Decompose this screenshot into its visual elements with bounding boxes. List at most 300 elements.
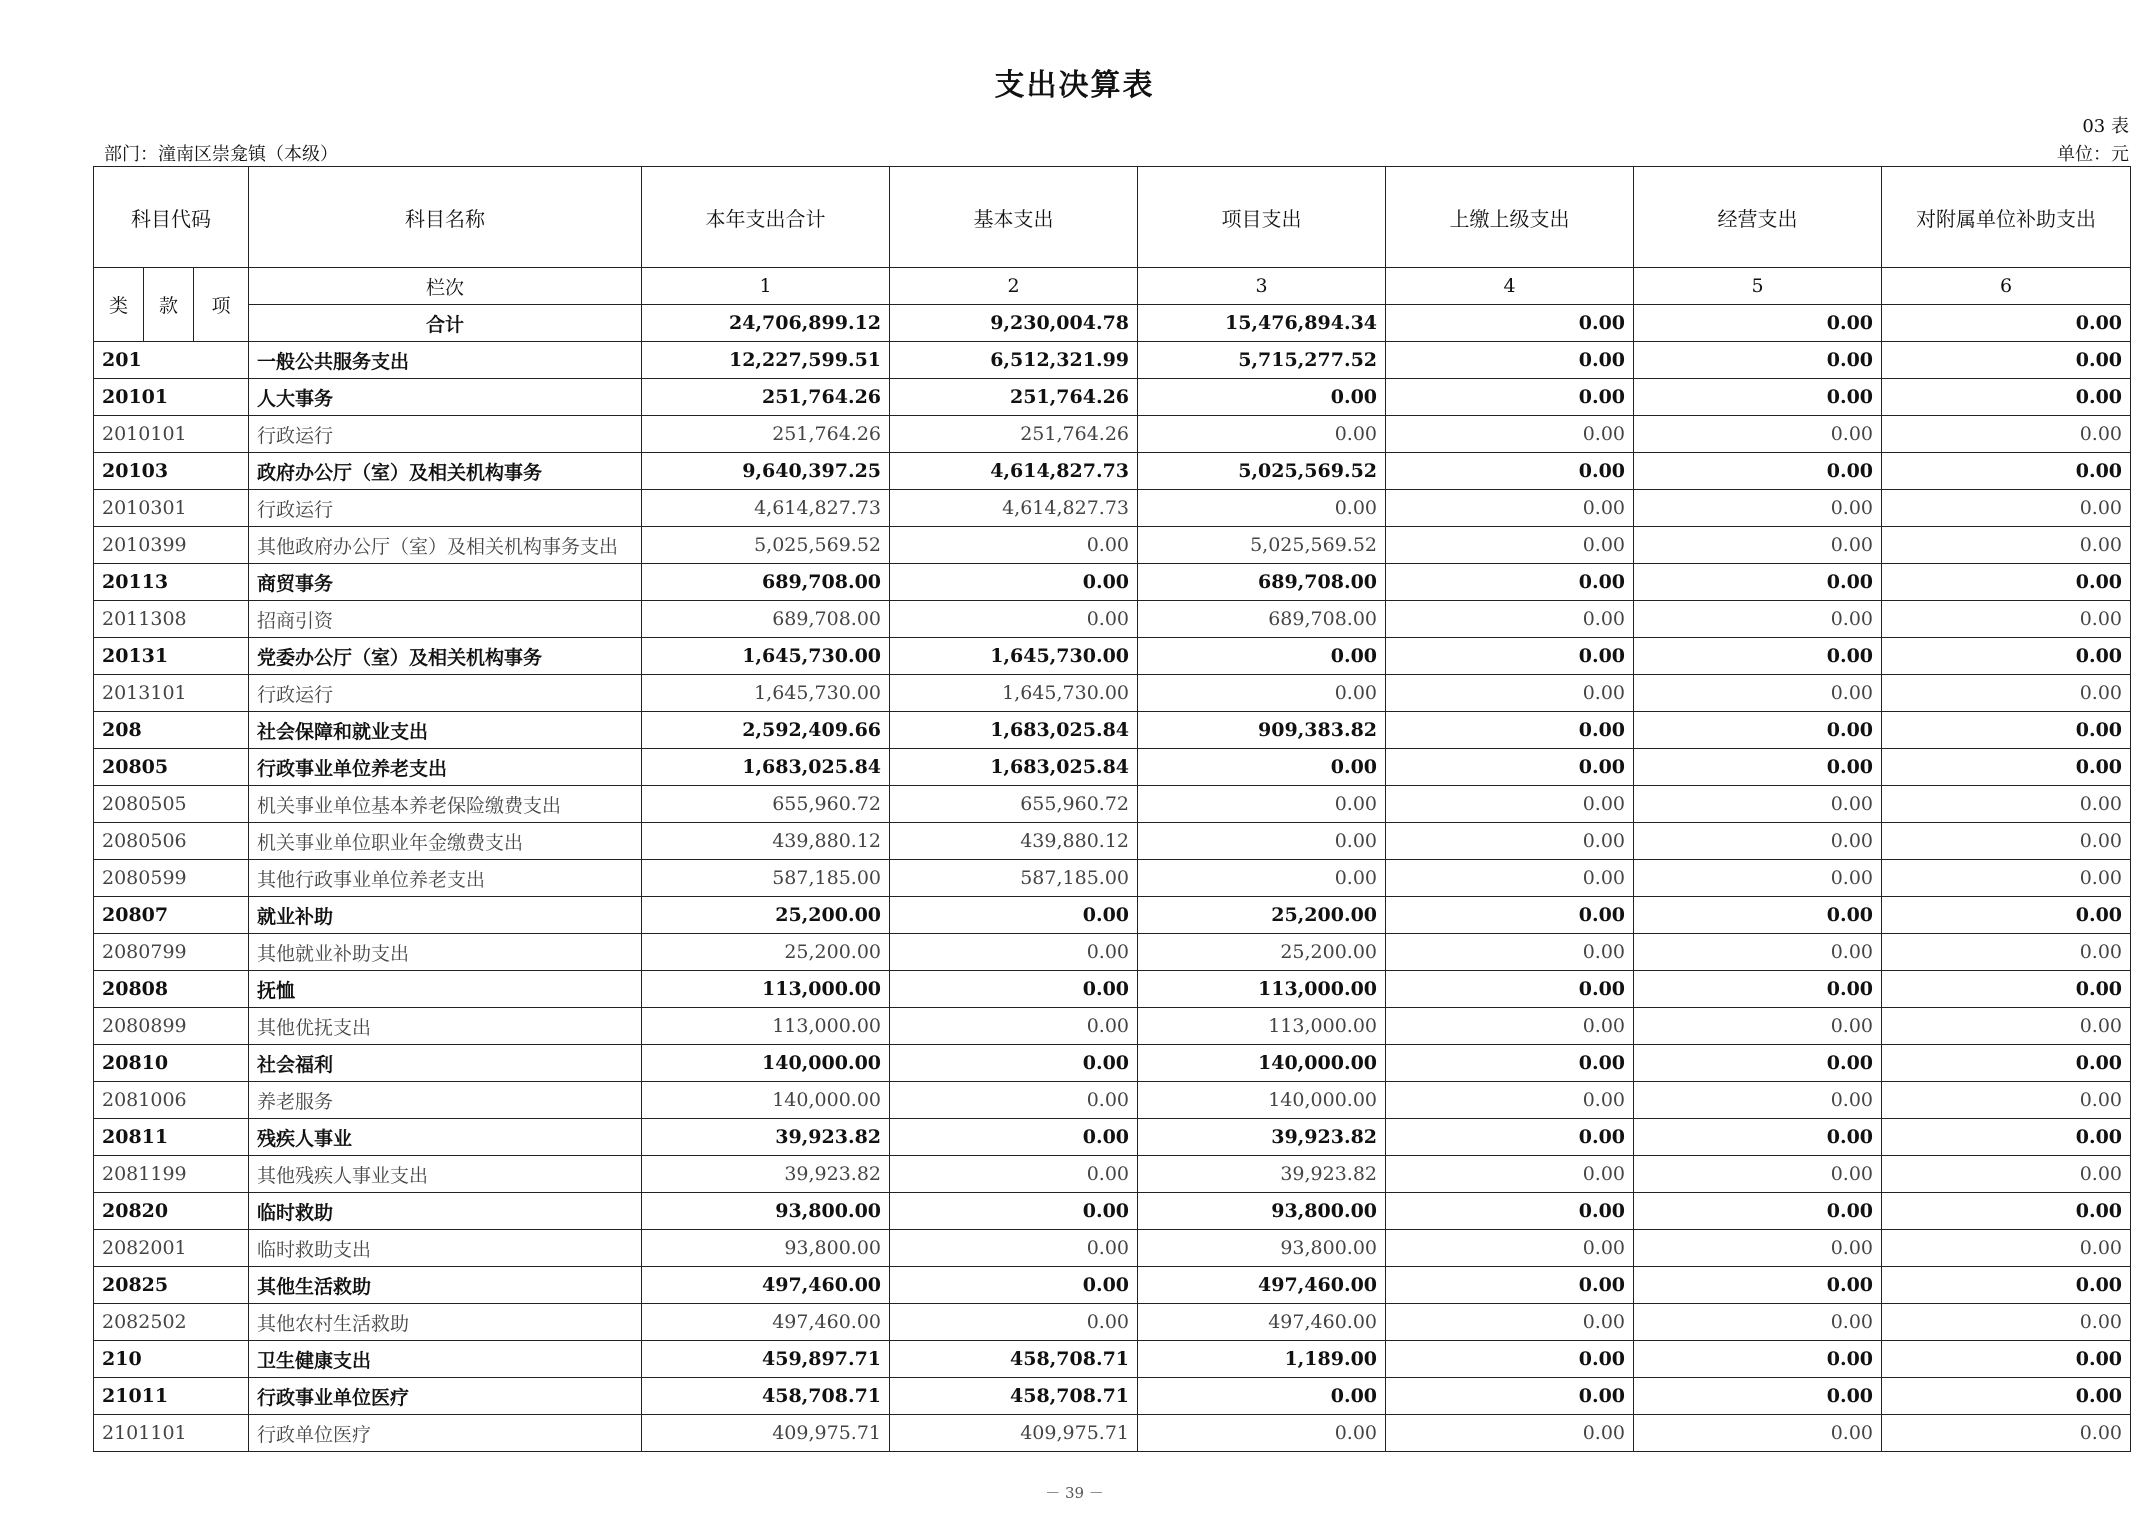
row-code: 2010399	[94, 527, 249, 564]
row-code: 2081006	[94, 1082, 249, 1119]
row-c2: 251,764.26	[890, 379, 1138, 416]
row-c3: 0.00	[1138, 416, 1386, 453]
row-c6: 0.00	[1882, 416, 2131, 453]
row-c1: 140,000.00	[642, 1082, 890, 1119]
table-row	[94, 342, 2131, 379]
row-c5: 0.00	[1634, 453, 1882, 490]
row-c2: 1,683,025.84	[890, 749, 1138, 786]
row-c1: 251,764.26	[642, 416, 890, 453]
row-c6: 0.00	[1882, 1082, 2131, 1119]
table-number: 03 表	[2082, 116, 2129, 137]
row-c3: 0.00	[1138, 860, 1386, 897]
row-code: 20101	[94, 379, 249, 416]
row-c2: 655,960.72	[890, 786, 1138, 823]
row-c5: 0.00	[1634, 1193, 1882, 1230]
row-c5: 0.00	[1634, 527, 1882, 564]
row-c3: 5,025,569.52	[1138, 527, 1386, 564]
row-c5: 0.00	[1634, 1082, 1882, 1119]
row-c5: 0.00	[1634, 823, 1882, 860]
header-c5: 经营支出	[1634, 167, 1882, 268]
row-c5: 0.00	[1634, 1119, 1882, 1156]
index-5: 5	[1634, 268, 1882, 305]
table-row	[94, 1230, 2131, 1267]
row-c6: 0.00	[1882, 564, 2131, 601]
row-code: 20103	[94, 453, 249, 490]
row-c1: 93,800.00	[642, 1230, 890, 1267]
row-c6: 0.00	[1882, 1267, 2131, 1304]
row-c2: 0.00	[890, 1267, 1138, 1304]
department-label: 部门：潼南区崇龛镇（本级）	[104, 144, 338, 165]
row-code: 201	[94, 342, 249, 379]
row-c5: 0.00	[1634, 897, 1882, 934]
row-c2: 0.00	[890, 934, 1138, 971]
row-c4: 0.00	[1386, 1008, 1634, 1045]
row-c3: 25,200.00	[1138, 934, 1386, 971]
row-c5: 0.00	[1634, 749, 1882, 786]
row-c3: 5,025,569.52	[1138, 453, 1386, 490]
row-c3: 39,923.82	[1138, 1156, 1386, 1193]
row-c6: 0.00	[1882, 527, 2131, 564]
row-c5: 0.00	[1634, 1415, 1882, 1452]
row-c2: 458,708.71	[890, 1378, 1138, 1415]
row-c3: 0.00	[1138, 675, 1386, 712]
row-code: 20807	[94, 897, 249, 934]
row-c2: 0.00	[890, 1045, 1138, 1082]
row-c3: 25,200.00	[1138, 897, 1386, 934]
row-c1: 25,200.00	[642, 897, 890, 934]
row-c4: 0.00	[1386, 1156, 1634, 1193]
row-code: 208	[94, 712, 249, 749]
row-c1: 689,708.00	[642, 601, 890, 638]
table-row	[94, 897, 2131, 934]
row-c4: 0.00	[1386, 675, 1634, 712]
row-name: 党委办公厅（室）及相关机构事务	[249, 638, 642, 675]
row-code: 21011	[94, 1378, 249, 1415]
row-c4: 0.00	[1386, 342, 1634, 379]
row-c1: 1,645,730.00	[642, 638, 890, 675]
row-c4: 0.00	[1386, 1267, 1634, 1304]
row-name: 政府办公厅（室）及相关机构事务	[249, 453, 642, 490]
row-code: 20825	[94, 1267, 249, 1304]
row-c4: 0.00	[1386, 527, 1634, 564]
row-name: 社会福利	[249, 1045, 642, 1082]
row-name: 残疾人事业	[249, 1119, 642, 1156]
row-c3: 93,800.00	[1138, 1230, 1386, 1267]
row-c1: 251,764.26	[642, 379, 890, 416]
row-c2: 0.00	[890, 1304, 1138, 1341]
table-row	[94, 1008, 2131, 1045]
row-name: 其他行政事业单位养老支出	[249, 860, 642, 897]
row-c1: 458,708.71	[642, 1378, 890, 1415]
row-c3: 113,000.00	[1138, 971, 1386, 1008]
row-c3: 5,715,277.52	[1138, 342, 1386, 379]
page-number: － 39 －	[1045, 1484, 1104, 1502]
row-c2: 4,614,827.73	[890, 490, 1138, 527]
row-c3: 0.00	[1138, 1415, 1386, 1452]
row-name: 行政单位医疗	[249, 1415, 642, 1452]
row-c1: 497,460.00	[642, 1267, 890, 1304]
row-c6: 0.00	[1882, 638, 2131, 675]
header-lanci: 栏次	[249, 268, 642, 305]
row-code: 2010101	[94, 416, 249, 453]
row-code: 210	[94, 1341, 249, 1378]
table-row	[94, 490, 2131, 527]
row-name: 人大事务	[249, 379, 642, 416]
row-c2: 0.00	[890, 897, 1138, 934]
table-row	[94, 712, 2131, 749]
row-c1: 93,800.00	[642, 1193, 890, 1230]
table-body	[94, 342, 2131, 1452]
row-c3: 497,460.00	[1138, 1267, 1386, 1304]
index-2: 2	[890, 268, 1138, 305]
row-c5: 0.00	[1634, 1378, 1882, 1415]
row-c4: 0.00	[1386, 971, 1634, 1008]
total-c1: 24,706,899.12	[642, 305, 890, 342]
table-row	[94, 527, 2131, 564]
row-c4: 0.00	[1386, 1119, 1634, 1156]
row-c2: 439,880.12	[890, 823, 1138, 860]
row-c4: 0.00	[1386, 860, 1634, 897]
row-c6: 0.00	[1882, 1008, 2131, 1045]
row-c5: 0.00	[1634, 786, 1882, 823]
table-row	[94, 823, 2131, 860]
row-name: 就业补助	[249, 897, 642, 934]
row-code: 20113	[94, 564, 249, 601]
row-name: 行政运行	[249, 490, 642, 527]
row-c6: 0.00	[1882, 1230, 2131, 1267]
row-c6: 0.00	[1882, 1341, 2131, 1378]
row-c1: 113,000.00	[642, 971, 890, 1008]
table-row	[94, 638, 2131, 675]
index-3: 3	[1138, 268, 1386, 305]
row-name: 其他残疾人事业支出	[249, 1156, 642, 1193]
row-c6: 0.00	[1882, 1415, 2131, 1452]
row-c6: 0.00	[1882, 1378, 2131, 1415]
row-c3: 689,708.00	[1138, 601, 1386, 638]
table-row	[94, 1378, 2131, 1415]
row-c1: 4,614,827.73	[642, 490, 890, 527]
table-row	[94, 416, 2131, 453]
row-c3: 0.00	[1138, 490, 1386, 527]
row-c5: 0.00	[1634, 490, 1882, 527]
row-c2: 0.00	[890, 1119, 1138, 1156]
row-code: 2080599	[94, 860, 249, 897]
row-c5: 0.00	[1634, 1341, 1882, 1378]
header-row	[94, 167, 2131, 268]
row-name: 养老服务	[249, 1082, 642, 1119]
row-c1: 497,460.00	[642, 1304, 890, 1341]
total-c2: 9,230,004.78	[890, 305, 1138, 342]
row-c6: 0.00	[1882, 860, 2131, 897]
row-name: 其他优抚支出	[249, 1008, 642, 1045]
row-c1: 113,000.00	[642, 1008, 890, 1045]
row-c2: 1,645,730.00	[890, 675, 1138, 712]
row-c2: 4,614,827.73	[890, 453, 1138, 490]
header-c6: 对附属单位补助支出	[1882, 167, 2131, 268]
row-c6: 0.00	[1882, 749, 2131, 786]
row-c4: 0.00	[1386, 416, 1634, 453]
table-row	[94, 934, 2131, 971]
expenditure-table	[93, 166, 2131, 1452]
row-code: 20808	[94, 971, 249, 1008]
row-c5: 0.00	[1634, 1045, 1882, 1082]
row-c2: 0.00	[890, 1008, 1138, 1045]
row-c6: 0.00	[1882, 601, 2131, 638]
header-lei: 类	[94, 268, 144, 342]
row-c2: 251,764.26	[890, 416, 1138, 453]
row-code: 2013101	[94, 675, 249, 712]
index-4: 4	[1386, 268, 1634, 305]
row-c4: 0.00	[1386, 601, 1634, 638]
row-c3: 1,189.00	[1138, 1341, 1386, 1378]
row-code: 20811	[94, 1119, 249, 1156]
row-c4: 0.00	[1386, 1082, 1634, 1119]
row-c1: 39,923.82	[642, 1119, 890, 1156]
row-c1: 25,200.00	[642, 934, 890, 971]
row-c3: 0.00	[1138, 1378, 1386, 1415]
row-c2: 0.00	[890, 971, 1138, 1008]
row-name: 卫生健康支出	[249, 1341, 642, 1378]
row-name: 招商引资	[249, 601, 642, 638]
row-c3: 0.00	[1138, 638, 1386, 675]
row-c6: 0.00	[1882, 379, 2131, 416]
row-c5: 0.00	[1634, 1230, 1882, 1267]
row-c5: 0.00	[1634, 638, 1882, 675]
table-row	[94, 601, 2131, 638]
row-c3: 689,708.00	[1138, 564, 1386, 601]
row-c6: 0.00	[1882, 453, 2131, 490]
row-name: 行政运行	[249, 675, 642, 712]
row-c1: 12,227,599.51	[642, 342, 890, 379]
row-code: 20805	[94, 749, 249, 786]
row-name: 临时救助支出	[249, 1230, 642, 1267]
header-kuan: 款	[144, 268, 194, 342]
row-name: 社会保障和就业支出	[249, 712, 642, 749]
row-c2: 0.00	[890, 1193, 1138, 1230]
row-name: 机关事业单位基本养老保险缴费支出	[249, 786, 642, 823]
page-title: 支出决算表	[994, 68, 1155, 103]
row-c3: 0.00	[1138, 786, 1386, 823]
table-row	[94, 1193, 2131, 1230]
row-c1: 689,708.00	[642, 564, 890, 601]
table-row	[94, 1156, 2131, 1193]
row-name: 其他农村生活救助	[249, 1304, 642, 1341]
row-c4: 0.00	[1386, 786, 1634, 823]
row-code: 2082502	[94, 1304, 249, 1341]
row-c1: 1,683,025.84	[642, 749, 890, 786]
row-c5: 0.00	[1634, 860, 1882, 897]
row-c5: 0.00	[1634, 1008, 1882, 1045]
table-row	[94, 749, 2131, 786]
total-label: 合计	[249, 305, 642, 342]
row-code: 2101101	[94, 1415, 249, 1452]
table-row	[94, 1267, 2131, 1304]
row-c1: 39,923.82	[642, 1156, 890, 1193]
row-c2: 0.00	[890, 601, 1138, 638]
row-c6: 0.00	[1882, 712, 2131, 749]
row-c4: 0.00	[1386, 823, 1634, 860]
row-code: 2081199	[94, 1156, 249, 1193]
row-c6: 0.00	[1882, 1304, 2131, 1341]
table-row	[94, 1415, 2131, 1452]
row-c3: 39,923.82	[1138, 1119, 1386, 1156]
row-code: 2080799	[94, 934, 249, 971]
row-c3: 140,000.00	[1138, 1082, 1386, 1119]
row-c4: 0.00	[1386, 1045, 1634, 1082]
table-row	[94, 564, 2131, 601]
row-c2: 0.00	[890, 1156, 1138, 1193]
row-c6: 0.00	[1882, 971, 2131, 1008]
column-index-row	[94, 268, 2131, 305]
table-row	[94, 379, 2131, 416]
total-c4: 0.00	[1386, 305, 1634, 342]
header-xiang: 项	[194, 268, 249, 342]
row-c3: 140,000.00	[1138, 1045, 1386, 1082]
row-c2: 0.00	[890, 564, 1138, 601]
row-c1: 140,000.00	[642, 1045, 890, 1082]
row-c1: 459,897.71	[642, 1341, 890, 1378]
row-c6: 0.00	[1882, 897, 2131, 934]
total-c6: 0.00	[1882, 305, 2131, 342]
row-c4: 0.00	[1386, 1193, 1634, 1230]
row-code: 20810	[94, 1045, 249, 1082]
row-c4: 0.00	[1386, 379, 1634, 416]
table-row	[94, 675, 2131, 712]
row-c3: 0.00	[1138, 379, 1386, 416]
table-row	[94, 1045, 2131, 1082]
row-code: 2080506	[94, 823, 249, 860]
row-c4: 0.00	[1386, 1341, 1634, 1378]
row-name: 一般公共服务支出	[249, 342, 642, 379]
row-c6: 0.00	[1882, 823, 2131, 860]
table-row	[94, 1304, 2131, 1341]
row-c4: 0.00	[1386, 1230, 1634, 1267]
row-c2: 0.00	[890, 527, 1138, 564]
row-c2: 1,683,025.84	[890, 712, 1138, 749]
row-c1: 439,880.12	[642, 823, 890, 860]
row-code: 2011308	[94, 601, 249, 638]
row-c6: 0.00	[1882, 675, 2131, 712]
total-c3: 15,476,894.34	[1138, 305, 1386, 342]
row-c3: 93,800.00	[1138, 1193, 1386, 1230]
header-c3: 项目支出	[1138, 167, 1386, 268]
row-c5: 0.00	[1634, 416, 1882, 453]
row-c5: 0.00	[1634, 1267, 1882, 1304]
row-c2: 409,975.71	[890, 1415, 1138, 1452]
row-c5: 0.00	[1634, 601, 1882, 638]
row-c2: 1,645,730.00	[890, 638, 1138, 675]
row-c4: 0.00	[1386, 897, 1634, 934]
row-c4: 0.00	[1386, 638, 1634, 675]
row-c4: 0.00	[1386, 1378, 1634, 1415]
row-c4: 0.00	[1386, 712, 1634, 749]
row-c3: 0.00	[1138, 823, 1386, 860]
header-code: 科目代码	[94, 167, 249, 268]
row-c6: 0.00	[1882, 786, 2131, 823]
row-name: 其他生活救助	[249, 1267, 642, 1304]
row-c1: 5,025,569.52	[642, 527, 890, 564]
row-c1: 2,592,409.66	[642, 712, 890, 749]
row-c6: 0.00	[1882, 1045, 2131, 1082]
row-c1: 1,645,730.00	[642, 675, 890, 712]
row-code: 20820	[94, 1193, 249, 1230]
row-c4: 0.00	[1386, 490, 1634, 527]
header-name: 科目名称	[249, 167, 642, 268]
row-c1: 9,640,397.25	[642, 453, 890, 490]
row-c4: 0.00	[1386, 453, 1634, 490]
header-c4: 上缴上级支出	[1386, 167, 1634, 268]
row-code: 2080899	[94, 1008, 249, 1045]
row-c2: 0.00	[890, 1230, 1138, 1267]
table-row	[94, 1082, 2131, 1119]
row-name: 机关事业单位职业年金缴费支出	[249, 823, 642, 860]
row-c6: 0.00	[1882, 1156, 2131, 1193]
row-c6: 0.00	[1882, 490, 2131, 527]
row-c2: 458,708.71	[890, 1341, 1138, 1378]
row-name: 商贸事务	[249, 564, 642, 601]
row-c4: 0.00	[1386, 1304, 1634, 1341]
row-c5: 0.00	[1634, 564, 1882, 601]
row-code: 2010301	[94, 490, 249, 527]
row-code: 20131	[94, 638, 249, 675]
row-name: 行政运行	[249, 416, 642, 453]
header-c1: 本年支出合计	[642, 167, 890, 268]
row-name: 其他政府办公厅（室）及相关机构事务支出	[249, 527, 642, 564]
row-c2: 6,512,321.99	[890, 342, 1138, 379]
row-c5: 0.00	[1634, 1304, 1882, 1341]
row-c4: 0.00	[1386, 1415, 1634, 1452]
unit-label: 单位：元	[2057, 144, 2129, 165]
row-c5: 0.00	[1634, 971, 1882, 1008]
table-row	[94, 971, 2131, 1008]
table-row	[94, 1119, 2131, 1156]
row-c2: 587,185.00	[890, 860, 1138, 897]
table-row	[94, 453, 2131, 490]
row-c5: 0.00	[1634, 342, 1882, 379]
index-1: 1	[642, 268, 890, 305]
row-c5: 0.00	[1634, 934, 1882, 971]
row-c3: 909,383.82	[1138, 712, 1386, 749]
row-c3: 0.00	[1138, 749, 1386, 786]
row-name: 其他就业补助支出	[249, 934, 642, 971]
table-row	[94, 860, 2131, 897]
row-c1: 587,185.00	[642, 860, 890, 897]
row-code: 2080505	[94, 786, 249, 823]
row-c4: 0.00	[1386, 749, 1634, 786]
row-c4: 0.00	[1386, 934, 1634, 971]
row-c3: 497,460.00	[1138, 1304, 1386, 1341]
row-c4: 0.00	[1386, 564, 1634, 601]
header-c2: 基本支出	[890, 167, 1138, 268]
row-c5: 0.00	[1634, 1156, 1882, 1193]
row-c6: 0.00	[1882, 1119, 2131, 1156]
row-name: 临时救助	[249, 1193, 642, 1230]
row-c6: 0.00	[1882, 934, 2131, 971]
row-c5: 0.00	[1634, 379, 1882, 416]
index-6: 6	[1882, 268, 2131, 305]
row-c5: 0.00	[1634, 675, 1882, 712]
row-name: 行政事业单位医疗	[249, 1378, 642, 1415]
row-c1: 655,960.72	[642, 786, 890, 823]
row-c3: 113,000.00	[1138, 1008, 1386, 1045]
total-row	[94, 305, 2131, 342]
row-name: 抚恤	[249, 971, 642, 1008]
row-c6: 0.00	[1882, 1193, 2131, 1230]
table-row	[94, 786, 2131, 823]
row-name: 行政事业单位养老支出	[249, 749, 642, 786]
row-c5: 0.00	[1634, 712, 1882, 749]
row-c1: 409,975.71	[642, 1415, 890, 1452]
